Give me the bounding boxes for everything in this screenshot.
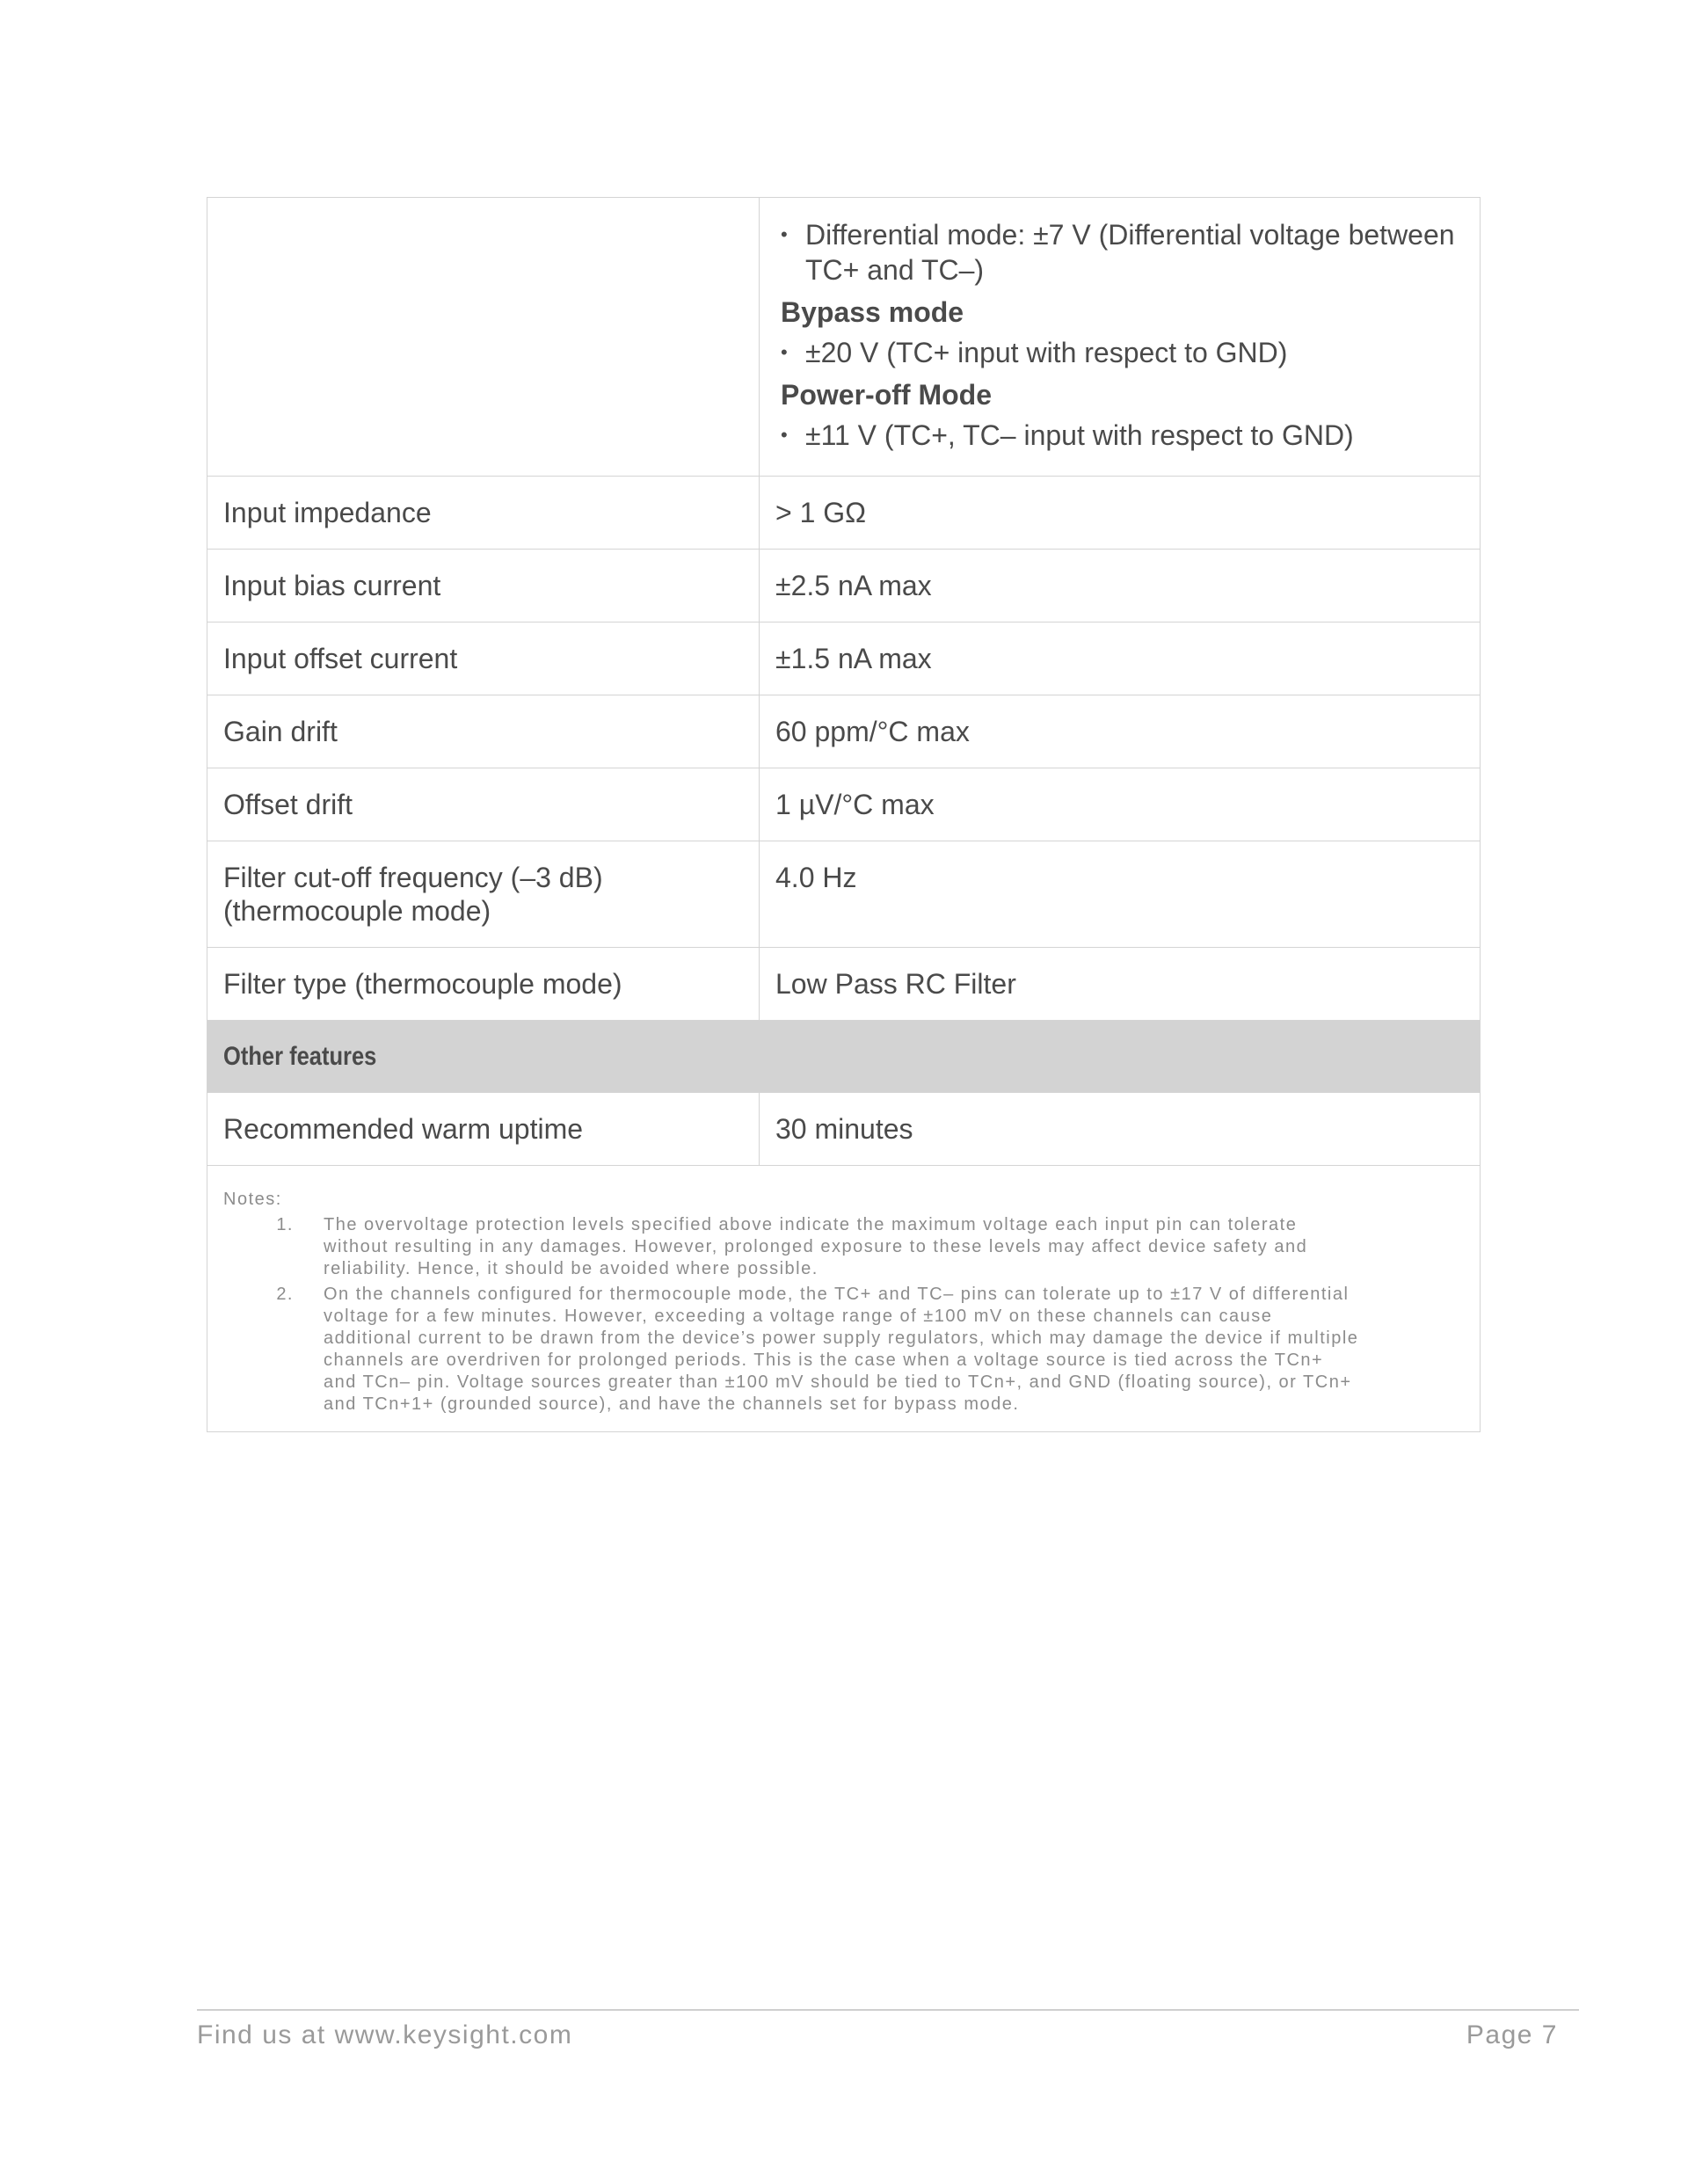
bullet-text: Differential mode: ±7 V (Differential voltage between TC+ and TC–) — [805, 219, 1455, 286]
spec-value: ±1.5 nA max — [775, 643, 932, 674]
bullet-text: ±20 V (TC+ input with respect to GND) — [805, 337, 1288, 368]
poweroff-heading: Power-off Mode — [781, 379, 992, 411]
bullet-icon: • — [781, 341, 788, 363]
footer-divider — [197, 2009, 1579, 2011]
spec-value: 60 ppm/°C max — [775, 716, 970, 747]
spec-label: Filter cut-off frequency (–3 dB) (thermocouple mode) — [207, 841, 760, 947]
note-number: 2. — [276, 1285, 294, 1304]
empty-label-cell — [207, 198, 760, 476]
spec-label: Gain drift — [207, 695, 760, 768]
section-header-other-features — [207, 1020, 1480, 1092]
note-item — [223, 1284, 1464, 1416]
overvoltage-continuation-row — [207, 198, 1480, 476]
bullet-item — [781, 418, 1460, 453]
note-text: On the channels configured for thermocouple mode, the TC+ and TC– pins can tolerate up to ±17 V of differential voltage for a few minutes. However, exceeding a voltage range of ±100 mV on these channels can cause additional current to be drawn from the device’s power supply regulators, which may damage the device if multiple channels are overdriven for prolonged periods. This is the case when a voltage source is tied across the TCn+ and TCn– pin. Voltage sources greater than ±100 mV should be tied to TCn+, and GND (floating source), or TCn+ and TCn+1+ (grounded source), and have the channels set for bypass mode. — [324, 1285, 1359, 1414]
table-row — [207, 768, 1480, 841]
spec-value: > 1 GΩ — [775, 497, 867, 528]
spec-table — [207, 197, 1481, 1432]
spec-value: Low Pass RC Filter — [775, 968, 1016, 1000]
table-row — [207, 1092, 1480, 1165]
spec-label: Recommended warm uptime — [207, 1093, 760, 1165]
spec-label: Offset drift — [207, 768, 760, 841]
bullet-item — [781, 217, 1460, 288]
spec-value: ±2.5 nA max — [775, 570, 932, 601]
spec-value: 30 minutes — [775, 1113, 913, 1145]
table-row — [207, 947, 1480, 1020]
section-title: Other features — [223, 1041, 377, 1071]
table-row — [207, 841, 1480, 947]
spec-value: 1 µV/°C max — [775, 789, 935, 820]
note-number: 1. — [276, 1215, 294, 1234]
bullet-text: ±11 V (TC+, TC– input with respect to GND) — [805, 419, 1354, 451]
spec-label: Input impedance — [207, 477, 760, 549]
bullet-icon: • — [781, 223, 788, 245]
note-text: The overvoltage protection levels specified above indicate the maximum voltage each input pin can tolerate without resulting in any damages. However, prolonged exposure to these levels may affect device safety and reliability. Hence, it should be avoided where possible. — [324, 1215, 1308, 1278]
page-number: Page 7 — [1466, 2020, 1558, 2049]
table-row — [207, 622, 1480, 695]
notes-heading: Notes: — [223, 1190, 282, 1209]
table-row — [207, 549, 1480, 622]
table-row — [207, 695, 1480, 768]
spec-label: Input bias current — [207, 550, 760, 622]
spec-value: 4.0 Hz — [775, 862, 857, 893]
bullet-item — [781, 335, 1460, 370]
overvoltage-details-cell — [760, 198, 1480, 476]
note-item — [223, 1214, 1464, 1280]
footer-website-text: Find us at www.keysight.com — [197, 2020, 573, 2049]
spec-label: Filter type (thermocouple mode) — [207, 948, 760, 1020]
bypass-heading: Bypass mode — [781, 296, 964, 328]
spec-label: Input offset current — [207, 622, 760, 695]
notes-block — [207, 1165, 1480, 1431]
bullet-icon: • — [781, 424, 788, 446]
table-row — [207, 476, 1480, 549]
